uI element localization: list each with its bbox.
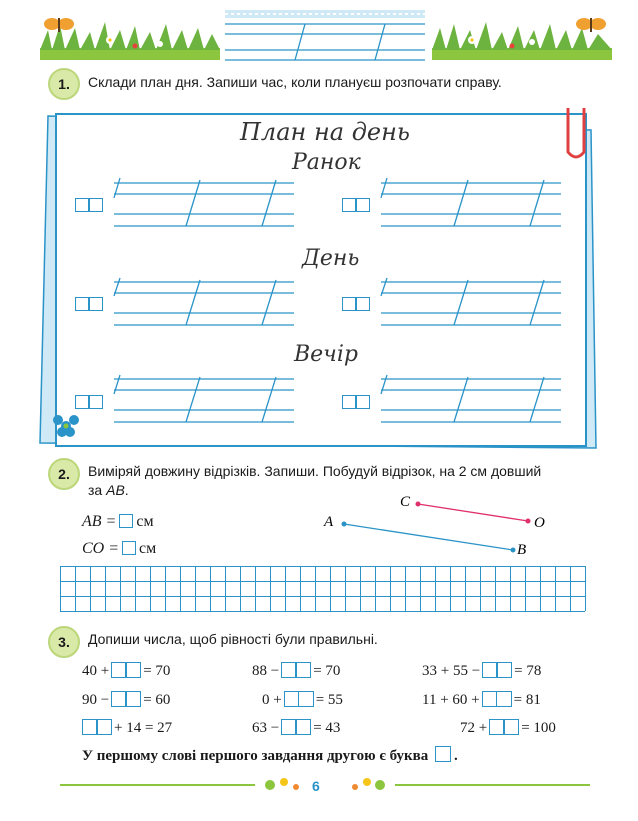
- segment-name: AB: [106, 482, 125, 498]
- answer-box[interactable]: [281, 662, 311, 678]
- butterfly-icon: [44, 18, 74, 32]
- eq-pre: 90 −: [82, 692, 110, 708]
- segment-co: [418, 504, 528, 521]
- equation: [82, 691, 170, 709]
- unit: см: [139, 540, 157, 557]
- eq-post: = 100: [521, 720, 556, 736]
- answer-box[interactable]: [482, 662, 512, 678]
- page-number: 6: [312, 778, 320, 794]
- riddle-note: У першому слові першого завдання другою є буква .: [82, 748, 458, 764]
- answer-box[interactable]: [281, 719, 311, 735]
- task-instruction-suffix: .: [124, 482, 129, 498]
- eq-pre: 88 −: [252, 663, 280, 679]
- answer-box[interactable]: [82, 719, 112, 735]
- grass-decoration-right: [432, 10, 612, 60]
- time-input-morning-left[interactable]: [75, 198, 103, 212]
- footer-line: [60, 776, 590, 796]
- point-label-o: O: [534, 515, 545, 531]
- equation: [422, 662, 541, 680]
- eq-post: = 55: [315, 692, 343, 708]
- eq-post: = 78: [514, 663, 542, 679]
- drawing-grid[interactable]: [60, 566, 590, 612]
- eq-post: = 43: [313, 720, 341, 736]
- eq-pre: 33 + 55 −: [422, 663, 481, 679]
- time-input-morning-right[interactable]: [342, 198, 370, 212]
- eq-pre: 63 −: [252, 720, 280, 736]
- eq-pre: 40 +: [82, 663, 110, 679]
- answer-box[interactable]: [119, 514, 133, 528]
- segments-figure: [320, 490, 560, 560]
- answer-box[interactable]: [122, 541, 136, 555]
- equation: [262, 691, 343, 709]
- task-instruction: Допиши числа, щоб рівності були правильні.: [88, 631, 378, 647]
- equation: [422, 691, 541, 709]
- measure-co: [82, 540, 156, 558]
- grass-decoration-left: [40, 10, 220, 60]
- point-label-c: C: [400, 494, 411, 510]
- measure-ab: [82, 513, 154, 531]
- answer-box[interactable]: [482, 691, 512, 707]
- task-instruction-prefix: за: [88, 482, 107, 498]
- eq-post: = 70: [143, 663, 171, 679]
- section-morning: Ранок: [292, 150, 361, 175]
- section-day: День: [302, 246, 360, 271]
- point-label-a: A: [324, 514, 334, 530]
- eq-pre: 11 + 60 +: [422, 692, 480, 708]
- eq-post: = 60: [143, 692, 171, 708]
- equation: [252, 719, 340, 737]
- task-instruction: Склади план дня. Запиши час, коли плануєш розпочати справу.: [88, 74, 502, 90]
- handwriting-lines-banner: [225, 10, 425, 62]
- answer-box[interactable]: [284, 691, 314, 707]
- answer-box[interactable]: [489, 719, 519, 735]
- equation: [460, 719, 556, 737]
- eq-post: = 70: [313, 663, 341, 679]
- task-instruction-line1: Виміряй довжину відрізків. Запиши. Побудуй відрізок, на 2 см довший: [88, 463, 542, 479]
- eq-post: + 14 = 27: [114, 720, 173, 736]
- butterfly-icon: [576, 18, 606, 32]
- measure-ab-label: AB =: [82, 513, 117, 530]
- card-title: План на день: [240, 118, 410, 146]
- unit: см: [136, 513, 154, 530]
- equation: [252, 662, 340, 680]
- segment-ab: [344, 524, 513, 550]
- eq-pre: 0 +: [262, 692, 282, 708]
- answer-box[interactable]: [435, 746, 451, 762]
- riddle-text: У першому слові першого завдання другою є буква: [82, 748, 429, 764]
- flower-icon: [265, 778, 299, 790]
- task-number: 1.: [48, 68, 80, 100]
- section-evening: Вечір: [294, 342, 358, 367]
- answer-box[interactable]: [111, 691, 141, 707]
- task-number: 2.: [48, 458, 80, 490]
- answer-box[interactable]: [111, 662, 141, 678]
- equation: [80, 719, 172, 737]
- task-number: 3.: [48, 626, 80, 658]
- time-input-day-left[interactable]: [75, 297, 103, 311]
- eq-post: = 81: [513, 692, 541, 708]
- time-input-day-right[interactable]: [342, 297, 370, 311]
- flower-icon: [352, 778, 385, 790]
- measure-co-label: CO =: [82, 540, 120, 557]
- equation: [82, 662, 170, 680]
- point-label-b: B: [517, 542, 527, 558]
- time-input-evening-left[interactable]: [75, 395, 103, 409]
- time-input-evening-right[interactable]: [342, 395, 370, 409]
- eq-pre: 72 +: [460, 720, 488, 736]
